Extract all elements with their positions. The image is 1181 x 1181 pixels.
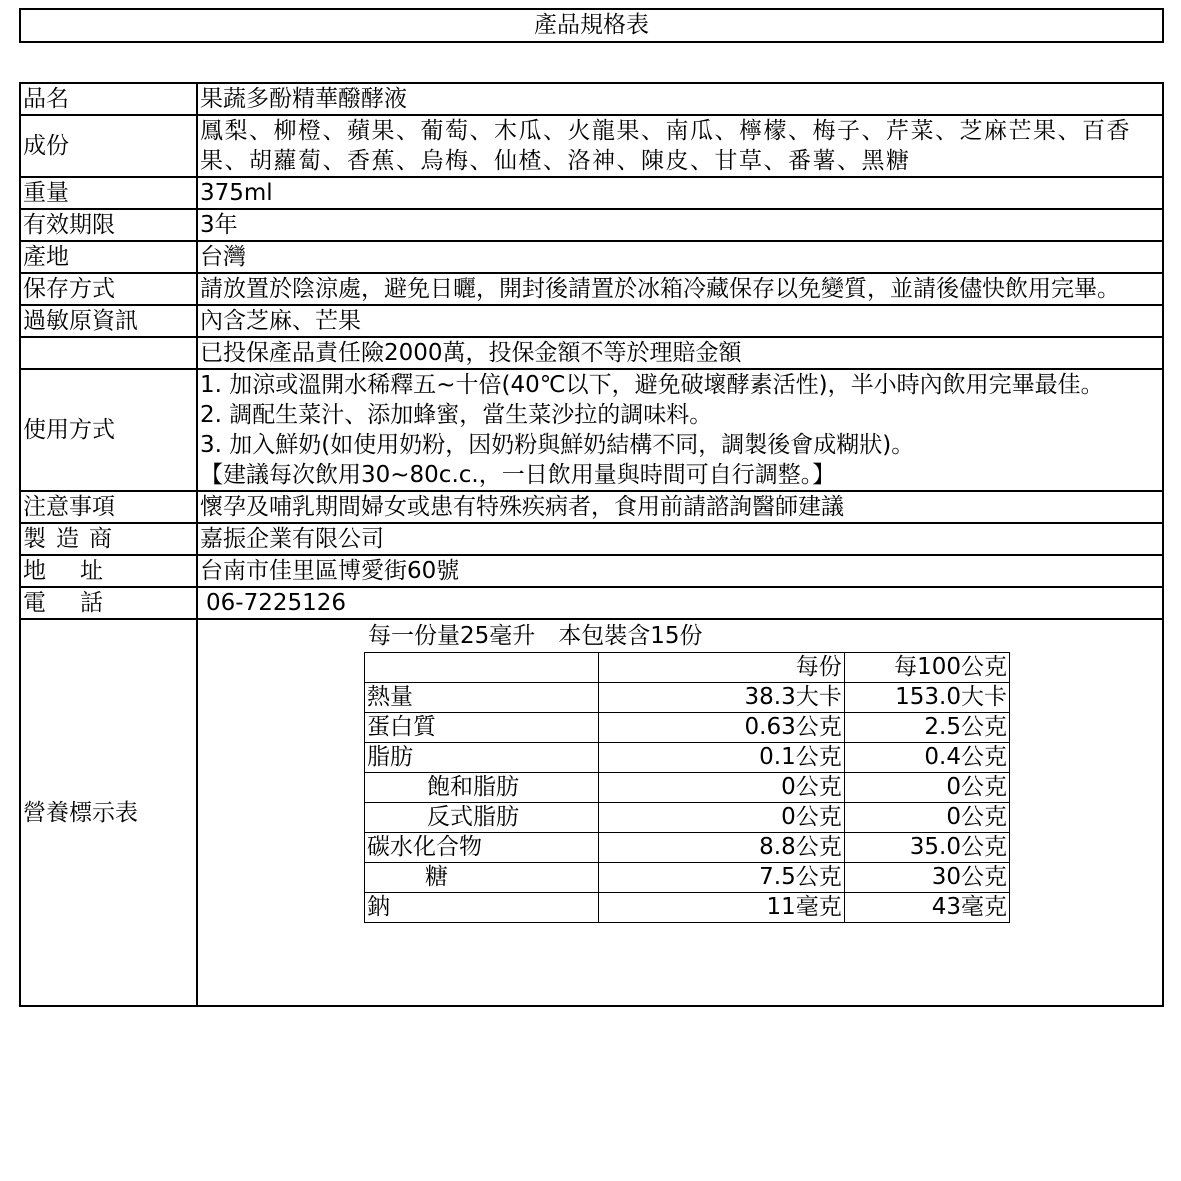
nutrient-name: 熱量 <box>365 683 599 713</box>
value-storage: 請放置於陰涼處，避免日曬，開封後請置於冰箱冷藏保存以免變質，並請後儘快飲用完畢。 <box>197 273 1163 305</box>
nutrient-name: 鈉 <box>365 893 599 923</box>
row-insurance <box>20 337 1163 369</box>
table-row <box>365 863 1010 893</box>
label-allergen: 過敏原資訊 <box>20 305 197 337</box>
row-address <box>20 555 1163 587</box>
row-notice <box>20 491 1163 523</box>
nutrient-name: 糖 <box>365 863 599 893</box>
nutrient-name: 脂肪 <box>365 743 599 773</box>
nutrient-per-100g: 0公克 <box>844 803 1009 833</box>
value-insurance: 已投保產品責任險2000萬，投保金額不等於理賠金額 <box>197 337 1163 369</box>
nutrition-cell <box>197 619 1163 1006</box>
label-weight: 重量 <box>20 177 197 209</box>
nutrient-per-serving: 0公克 <box>599 803 844 833</box>
value-notice: 懷孕及哺乳期間婦女或患有特殊疾病者，食用前請諮詢醫師建議 <box>197 491 1163 523</box>
usage-line-2: 2. 調配生菜汁、添加蜂蜜，當生菜沙拉的調味料。 <box>200 402 713 428</box>
nutrient-per-100g: 153.0大卡 <box>844 683 1009 713</box>
row-weight <box>20 177 1163 209</box>
label-nutrition: 營養標示表 <box>20 619 197 1006</box>
spec-table <box>19 82 1164 1007</box>
table-row <box>365 743 1010 773</box>
label-ingredients: 成份 <box>20 115 197 177</box>
table-row <box>365 713 1010 743</box>
label-origin: 產地 <box>20 241 197 273</box>
row-allergen <box>20 305 1163 337</box>
row-expiry <box>20 209 1163 241</box>
label-maker: 製造商 <box>20 523 197 555</box>
nutrient-per-100g: 43毫克 <box>844 893 1009 923</box>
table-row <box>365 833 1010 863</box>
spec-title: 產品規格表 <box>19 8 1164 43</box>
nutrient-per-serving: 11毫克 <box>599 893 844 923</box>
nutrition-header-blank <box>365 653 599 683</box>
value-address: 台南市佳里區博愛街60號 <box>197 555 1163 587</box>
value-phone: 06-7225126 <box>197 587 1163 619</box>
row-storage <box>20 273 1163 305</box>
nutrient-name: 飽和脂肪 <box>365 773 599 803</box>
nutrient-per-serving: 8.8公克 <box>599 833 844 863</box>
value-usage <box>197 369 1163 491</box>
value-origin: 台灣 <box>197 241 1163 273</box>
serving-line: 每一份量25毫升 本包裝含15份 <box>368 623 703 649</box>
table-row <box>365 773 1010 803</box>
usage-line-1: 1. 加涼或溫開水稀釋五~十倍(40℃以下，避免破壞酵素活性)，半小時內飲用完畢最佳。 <box>200 372 1104 398</box>
row-phone <box>20 587 1163 619</box>
row-origin <box>20 241 1163 273</box>
usage-line-3: 3. 加入鮮奶(如使用奶粉，因奶粉與鮮奶結構不同，調製後會成糊狀)。 <box>200 432 915 458</box>
value-name: 果蔬多酚精華醱酵液 <box>197 83 1163 115</box>
nutrient-name: 碳水化合物 <box>365 833 599 863</box>
nutrition-table <box>364 652 1010 923</box>
table-row <box>365 803 1010 833</box>
nutrient-per-100g: 2.5公克 <box>844 713 1009 743</box>
table-row <box>365 893 1010 923</box>
value-expiry: 3年 <box>197 209 1163 241</box>
nutrient-per-serving: 7.5公克 <box>599 863 844 893</box>
nutrient-per-serving: 38.3大卡 <box>599 683 844 713</box>
label-insurance <box>20 337 197 369</box>
row-name <box>20 83 1163 115</box>
nutrient-name: 蛋白質 <box>365 713 599 743</box>
nutrient-per-serving: 0.63公克 <box>599 713 844 743</box>
nutrition-header-row <box>365 653 1010 683</box>
nutrient-per-100g: 0.4公克 <box>844 743 1009 773</box>
usage-line-4: 【建議每次飲用30~80c.c.，一日飲用量與時間可自行調整。】 <box>200 462 836 488</box>
row-ingredients <box>20 115 1163 177</box>
label-name: 品名 <box>20 83 197 115</box>
nutrient-per-100g: 30公克 <box>844 863 1009 893</box>
row-maker <box>20 523 1163 555</box>
value-maker: 嘉振企業有限公司 <box>197 523 1163 555</box>
label-phone: 電話 <box>20 587 197 619</box>
nutrient-per-100g: 0公克 <box>844 773 1009 803</box>
nutrient-per-100g: 35.0公克 <box>844 833 1009 863</box>
label-expiry: 有效期限 <box>20 209 197 241</box>
nutrition-header-per-100g: 每100公克 <box>844 653 1009 683</box>
value-weight: 375ml <box>197 177 1163 209</box>
value-allergen: 內含芝麻、芒果 <box>197 305 1163 337</box>
nutrient-per-serving: 0.1公克 <box>599 743 844 773</box>
label-notice: 注意事項 <box>20 491 197 523</box>
nutrient-name: 反式脂肪 <box>365 803 599 833</box>
nutrition-header-per-serving: 每份 <box>599 653 844 683</box>
label-usage: 使用方式 <box>20 369 197 491</box>
row-usage <box>20 369 1163 491</box>
value-ingredients: 鳳梨、柳橙、蘋果、葡萄、木瓜、火龍果、南瓜、檸檬、梅子、芹菜、芝麻芒果、百香果、胡蘿蔔、香蕉、烏梅、仙楂、洛神、陳皮、甘草、番薯、黑糖 <box>197 115 1163 177</box>
table-row <box>365 683 1010 713</box>
label-storage: 保存方式 <box>20 273 197 305</box>
label-address: 地址 <box>20 555 197 587</box>
nutrition-panel <box>364 620 1181 923</box>
nutrient-per-serving: 0公克 <box>599 773 844 803</box>
row-nutrition <box>20 619 1163 1006</box>
